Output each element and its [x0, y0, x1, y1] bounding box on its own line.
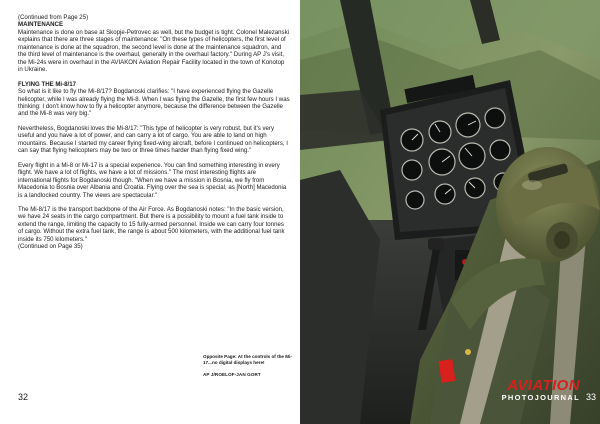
section-heading-flying: FLYING THE Mi-8/17 [18, 80, 77, 88]
masthead-aviation: AVIATION [507, 377, 580, 394]
flying-paragraph-4: The Mi-8/17 is the transport backbone of the Air Force. As Bogdanoski notes: "In the basic version, we have 24 seats in the cargo compartment. But there is a possibility to mount a fuel tank inside to extend the range, limiting the capacity to 15 fully-armed personnel. Inside we can carry four tonnes of cargo. Without the extra fuel tank, the range is about 500 kilometers, with the additional fuel tank inside its 750 kilometers." [18, 205, 285, 243]
flying-paragraph-3: Every flight in a Mi-8 or Mi-17 is a special experience. You can find something interesting in every flight. We have a lot of flights, we have a lot of missions." The most interesting flights are international flights for Bogdanoski though. "When we have a mission in Bosnia, we fly from Macedonia to Bosnia over Albania and Croatia. Flying over the sea is special, as [North] Macedonia is a landlocked country. The views are spectacular." [18, 161, 287, 199]
photo-credit: AP J/ROELOF-JAN GORT [203, 371, 261, 377]
photo-caption [203, 354, 295, 377]
maintenance-paragraph: Maintenance is done on base at Skopje-Petrovec as well, but the budget is tight. Colonel Malezanski explains that there are three stages of maintenance: "On these types of helicopters, the first level of maintenance is done at the squadron, the second level is done at the maintenance squadron, and the third level of maintenance is the overhaul, generally in the overhaul factory." During AP J's visit, the Mi-24s were in overhaul in the AVIAKON Aviation Repair Facility located in the town of Konotop in Ukraine. [18, 28, 289, 74]
continued-on: (Continued on Page 35) [18, 243, 83, 251]
flying-paragraph-2: Nevertheless, Bogdanoski loves the Mi-8/17: "This type of helicopter is very robust, but it's very useful and you have a lot of power, and can carry a lot of cargo. You are able to land on high mountains. Because I started my career flying fixed-wing aircraft, before I continued on helicopters, I can say that flying helicopters may be two or three times harder than flying fixed wing." [18, 124, 288, 155]
magazine-masthead [502, 379, 580, 402]
right-page [300, 0, 600, 424]
flying-paragraph-1: So what is it like to fly the Mi-8/17? Bogdanoski clarifies: "I have experienced flying the Gazelle helicopter, while I was already flying the Mi-8. When I was flying the Gazelle, the first few hours I was thinking: I don't know how to fly a helicopter anymore, because the difference between the Gazelle and the Mi-8 was very big." [18, 88, 290, 118]
cockpit-photo [300, 0, 600, 424]
section-heading-maintenance: MAINTENANCE [18, 21, 64, 29]
article-body [18, 14, 290, 251]
page-number-right: 33 [585, 392, 596, 402]
caption-text: Opposite Page: At the controls of the Mi-17...no digital displays here! [203, 354, 292, 365]
masthead-photojournal: PHOTOJOURNAL [501, 393, 580, 402]
page-number-left: 32 [18, 392, 29, 402]
continued-from: (Continued from Page 25) [18, 14, 89, 21]
